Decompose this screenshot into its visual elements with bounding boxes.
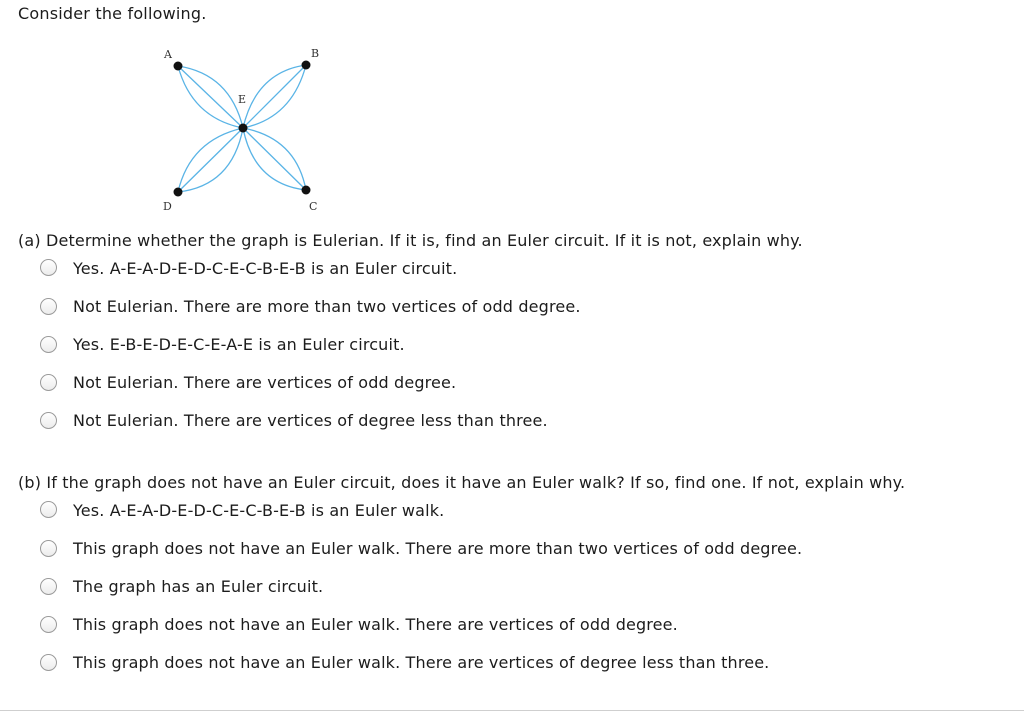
vertex-a	[174, 62, 183, 71]
radio-button[interactable]	[40, 540, 57, 557]
question-b: (b) If the graph does not have an Euler circuit, does it have an Euler walk? If so, find one. If not, explain why.	[18, 473, 906, 492]
option-b-4[interactable]	[40, 605, 802, 643]
vertex-b	[302, 61, 311, 70]
edge-a-e-straight	[178, 66, 243, 128]
radio-button[interactable]	[40, 259, 57, 276]
options-b	[40, 501, 802, 681]
problem-prompt: Consider the following.	[18, 4, 207, 23]
radio-button[interactable]	[40, 298, 57, 315]
radio-button[interactable]	[40, 501, 57, 518]
option-a-5[interactable]	[40, 401, 581, 439]
vertex-label-b: B	[311, 47, 320, 60]
radio-button[interactable]	[40, 616, 57, 633]
edge-b-e-straight	[243, 65, 306, 128]
edge-c-e-straight	[243, 128, 306, 190]
radio-button[interactable]	[40, 374, 57, 391]
edge-d-e-straight	[178, 128, 243, 192]
option-label: Yes. E-B-E-D-E-C-E-A-E is an Euler circuit.	[73, 334, 405, 354]
bottom-divider	[0, 710, 1024, 711]
option-a-1[interactable]	[40, 259, 581, 287]
option-a-4[interactable]	[40, 363, 581, 401]
radio-button[interactable]	[40, 654, 57, 671]
option-label: This graph does not have an Euler walk. There are vertices of odd degree.	[73, 614, 678, 634]
vertex-d	[174, 188, 183, 197]
option-label: Yes. A-E-A-D-E-D-C-E-C-B-E-B is an Euler circuit.	[73, 259, 458, 278]
option-b-5[interactable]	[40, 643, 802, 681]
option-label: Not Eulerian. There are more than two vertices of odd degree.	[73, 296, 581, 316]
option-label: This graph does not have an Euler walk. There are more than two vertices of odd degree.	[73, 538, 803, 558]
option-b-3[interactable]	[40, 567, 802, 605]
option-label: This graph does not have an Euler walk. There are vertices of degree less than three.	[73, 652, 770, 672]
options-a	[40, 259, 581, 439]
option-a-2[interactable]	[40, 287, 581, 325]
radio-button[interactable]	[40, 578, 57, 595]
graph-figure	[150, 40, 350, 220]
vertex-label-d: D	[163, 200, 172, 213]
vertex-e	[239, 124, 248, 133]
vertex-label-a: A	[164, 48, 172, 61]
vertex-label-e: E	[238, 93, 247, 106]
option-label: Not Eulerian. There are vertices of odd degree.	[73, 372, 457, 392]
option-a-3[interactable]	[40, 325, 581, 363]
option-label: Yes. A-E-A-D-E-D-C-E-C-B-E-B is an Euler walk.	[73, 501, 445, 520]
question-a: (a) Determine whether the graph is Eulerian. If it is, find an Euler circuit. If it is not, explain why.	[18, 231, 803, 250]
option-b-1[interactable]	[40, 501, 802, 529]
graph-svg	[150, 40, 350, 220]
vertex-label-c: C	[309, 200, 318, 213]
vertex-c	[302, 186, 311, 195]
option-label: Not Eulerian. There are vertices of degree less than three.	[73, 410, 548, 430]
option-label: The graph has an Euler circuit.	[73, 576, 324, 596]
radio-button[interactable]	[40, 412, 57, 429]
option-b-2[interactable]	[40, 529, 802, 567]
radio-button[interactable]	[40, 336, 57, 353]
